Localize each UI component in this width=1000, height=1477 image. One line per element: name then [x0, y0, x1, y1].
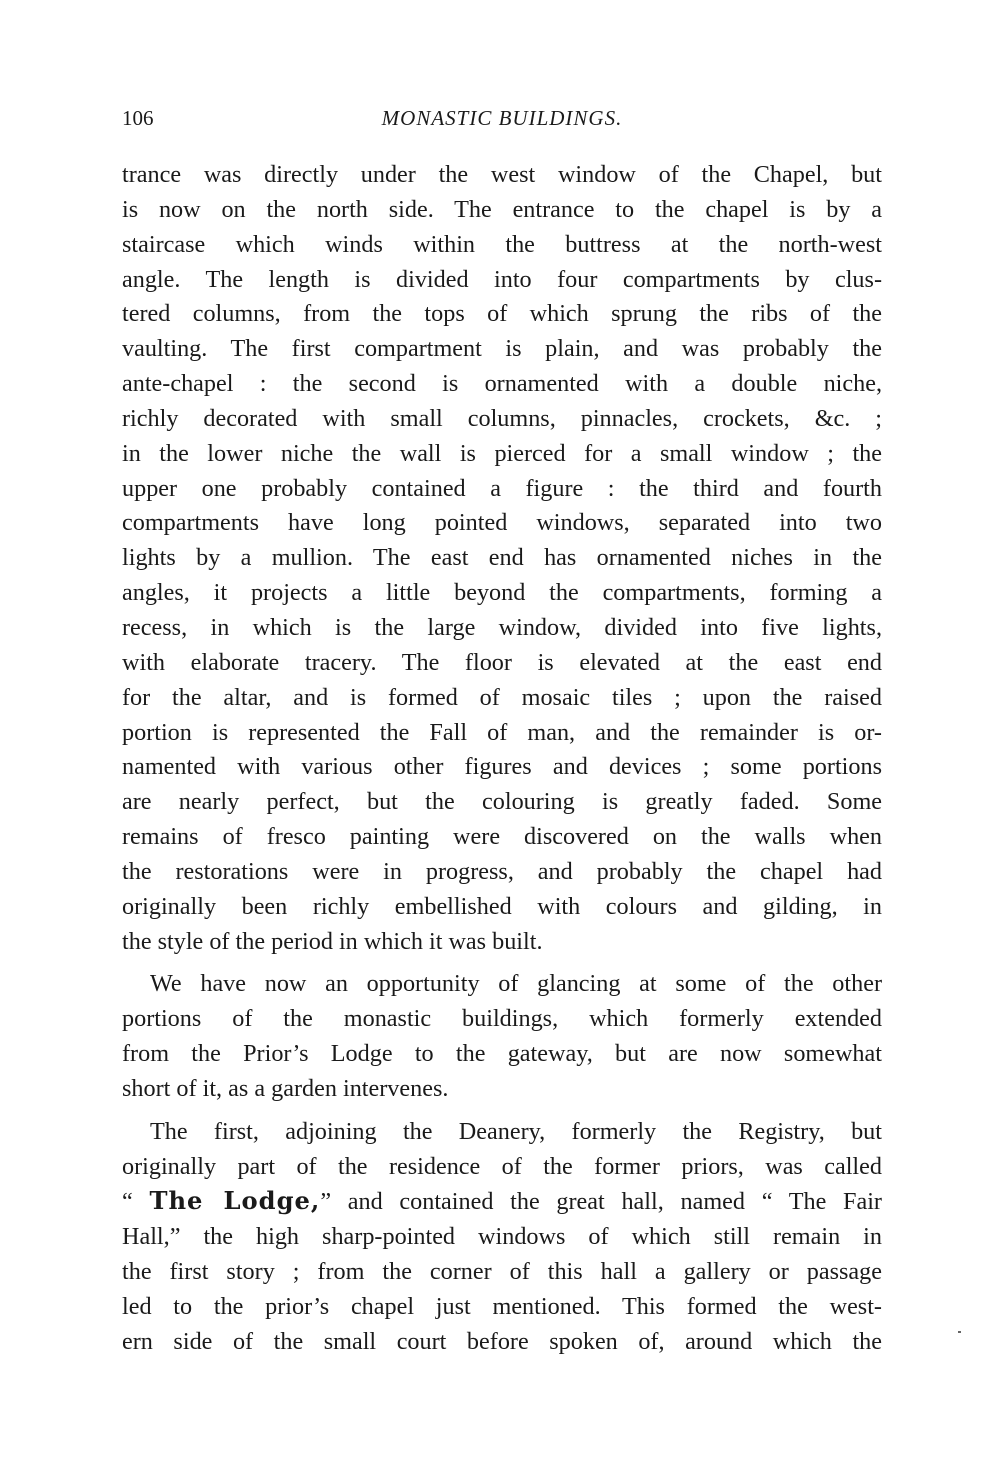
page-number: 106 [122, 106, 154, 130]
text-line: upper one probably contained a figure : the third and fourth [122, 474, 882, 502]
text-line: the style of the period in which it was built. [122, 927, 543, 955]
text-line: angle. The length is divided into four compartments by clus- [122, 265, 882, 293]
paragraph-gap [122, 1107, 882, 1115]
text-line: portion is represented the Fall of man, and the remainder is or- [122, 718, 882, 746]
text-line: richly decorated with small columns, pinnacles, crockets, &c. ; [122, 404, 882, 432]
paragraph [122, 967, 882, 1106]
text-line: originally been richly embellished with colours and gilding, in [122, 892, 882, 920]
text-line: ante-chapel : the second is ornamented with a double niche, [122, 370, 882, 398]
running-title: MONASTIC BUILDINGS. [381, 106, 623, 130]
margin-mark [958, 1331, 961, 1333]
text-line: The first, adjoining the Deanery, formerly the Registry, but [150, 1117, 882, 1145]
paragraph [122, 158, 882, 959]
text-line: originally part of the residence of the former priors, was called [122, 1152, 882, 1180]
text-line: ern side of the small court before spoken of, around which the [122, 1327, 882, 1355]
text-line: vaulting. The first compartment is plain, and was probably the [122, 335, 882, 363]
text-line: We have now an opportunity of glancing at some of the other [150, 970, 882, 998]
text-line: with elaborate tracery. The floor is elevated at the east end [122, 648, 882, 676]
paragraph [122, 1115, 882, 1360]
text-line: led to the prior’s chapel just mentioned. This formed the west- [122, 1293, 882, 1320]
text-line-lodge [122, 1184, 882, 1220]
text-line: recess, in which is the large window, divided into five lights, [122, 613, 882, 641]
text-line: remains of fresco painting were discovered on the walls when [122, 823, 882, 851]
text-line: the first story ; from the corner of this hall a gallery or passage [122, 1258, 882, 1286]
text-line: from the Prior’s Lodge to the gateway, but are now somewhat [122, 1040, 882, 1068]
text-line: tered columns, from the tops of which sprung the ribs of the [122, 300, 882, 328]
text-line: portions of the monastic buildings, which formerly extended [122, 1005, 882, 1033]
text-line: the restorations were in progress, and probably the chapel had [122, 857, 882, 885]
text-line: short of it, as a garden intervenes. [122, 1074, 449, 1102]
text-line: trance was directly under the west window of the Chapel, but [122, 161, 882, 188]
text-line: lights by a mullion. The east end has ornamented niches in the [122, 544, 882, 572]
text-line: angles, it projects a little beyond the compartments, forming a [122, 579, 882, 607]
text-line: in the lower niche the wall is pierced for a small window ; the [122, 439, 882, 467]
running-head [122, 106, 882, 136]
text-line: Hall,” the high sharp-pointed windows of which still remain in [122, 1223, 882, 1251]
blackletter-lodge: The Lodge, [149, 1186, 321, 1216]
text-line: compartments have long pointed windows, separated into two [122, 509, 882, 537]
text-line: is now on the north side. The entrance to the chapel is by a [122, 195, 882, 223]
text-line: are nearly perfect, but the colouring is greatly faded. Some [122, 788, 882, 816]
paragraph-gap [122, 959, 882, 967]
open-quote: “ [122, 1188, 133, 1216]
text-line: for the altar, and is formed of mosaic tiles ; upon the raised [122, 683, 882, 711]
text-line: namented with various other figures and devices ; some portions [122, 753, 882, 781]
lodge-line-rest: ” and contained the great hall, named “ The Fair [320, 1188, 882, 1216]
body-text [122, 158, 882, 1360]
text-line: staircase which winds within the buttress at the north-west [122, 230, 882, 258]
